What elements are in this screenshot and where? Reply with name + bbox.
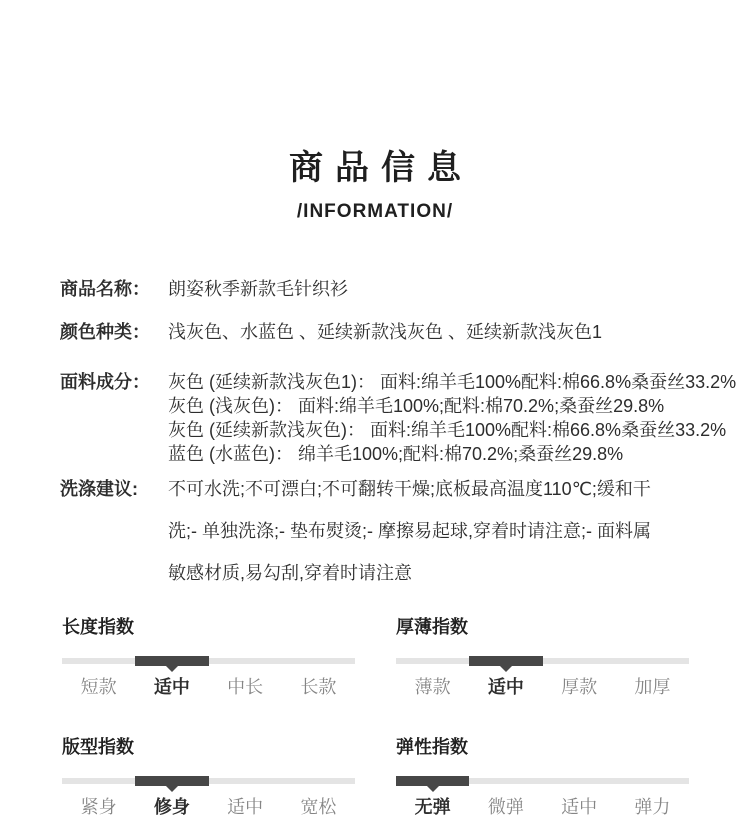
index-option: 薄款 <box>414 677 451 697</box>
info-value-line: 不可水洗;不可漂白;不可翻转干燥;底板最高温度110℃;缓和干 <box>168 479 651 499</box>
index-option-selected: 修身 <box>153 797 190 817</box>
index-title: 版型指数 <box>62 737 134 757</box>
slider-track <box>396 658 689 664</box>
index-options <box>396 677 689 697</box>
index-widget-elasticity <box>396 735 689 817</box>
info-value-line: 敏感材质,易勾刮,穿着时请注意 <box>168 563 413 583</box>
index-option-selected: 无弹 <box>414 797 451 817</box>
info-value-line: 浅灰色、水蓝色 、延续新款浅灰色 、延续新款浅灰色1 <box>168 322 603 342</box>
info-label: 洗涤建议: <box>60 479 138 499</box>
info-value-line: 洗;- 单独洗涤;- 垫布熨烫;- 摩擦易起球,穿着时请注意;- 面料属 <box>168 521 651 541</box>
index-grid <box>0 615 750 817</box>
index-option: 适中 <box>227 797 264 817</box>
slider-track <box>62 778 355 784</box>
info-row-product-name <box>60 276 736 302</box>
index-option: 适中 <box>561 797 598 817</box>
index-widget-thickness <box>396 615 689 697</box>
index-title: 弹性指数 <box>396 737 468 757</box>
info-row-color-variants <box>60 319 736 345</box>
index-option: 宽松 <box>300 797 337 817</box>
slider-pointer-icon <box>165 665 179 672</box>
index-option: 弹力 <box>634 797 671 817</box>
index-option: 厚款 <box>561 677 598 697</box>
index-slider <box>62 773 355 789</box>
slider-pointer-icon <box>165 785 179 792</box>
info-value <box>168 276 736 302</box>
info-value <box>168 370 736 466</box>
index-option: 微弹 <box>487 797 524 817</box>
info-label: 商品名称： <box>60 279 150 299</box>
index-slider <box>396 653 689 669</box>
info-value-line: 灰色 (延续新款浅灰色)： 面料:绵羊毛100%配料:棉66.8%桑蚕丝33.2% <box>168 420 727 440</box>
index-slider <box>62 653 355 669</box>
index-options <box>62 797 355 817</box>
info-label: 面料成分： <box>60 372 150 392</box>
slider-pointer-icon <box>499 665 513 672</box>
index-option-selected: 适中 <box>487 677 524 697</box>
index-title: 长度指数 <box>62 617 134 637</box>
page-title: 商品信息 <box>289 149 473 187</box>
info-value-line: 灰色 (浅灰色)： 面料:绵羊毛100%;配料:棉70.2%;桑蚕丝29.8% <box>168 396 665 416</box>
index-widget-fit <box>62 735 355 817</box>
info-value <box>168 468 736 594</box>
page-subtitle: /INFORMATION/ <box>296 201 454 222</box>
index-widget-length <box>62 615 355 697</box>
page-header <box>0 0 750 223</box>
info-value-line: 朗姿秋季新款毛针织衫 <box>168 279 348 299</box>
info-row-washing-advice <box>60 468 736 594</box>
index-option: 短款 <box>80 677 117 697</box>
info-value-line: 灰色 (延续新款浅灰色1)： 面料:绵羊毛100%配料:棉66.8%桑蚕丝33.2% <box>168 372 737 392</box>
index-options <box>396 797 689 817</box>
index-option: 紧身 <box>80 797 117 817</box>
index-option: 长款 <box>300 677 337 697</box>
index-option: 中长 <box>227 677 264 697</box>
index-options <box>62 677 355 697</box>
product-info-section <box>0 276 750 594</box>
info-value <box>168 319 736 345</box>
index-title: 厚薄指数 <box>396 617 468 637</box>
index-option-selected: 适中 <box>153 677 190 697</box>
slider-pointer-icon <box>426 785 440 792</box>
info-label: 颜色种类： <box>60 322 150 342</box>
info-row-fabric-composition <box>60 370 736 466</box>
slider-track <box>62 658 355 664</box>
index-slider <box>396 773 689 789</box>
info-value-line: 蓝色 (水蓝色)： 绵羊毛100%;配料:棉70.2%;桑蚕丝29.8% <box>168 444 624 464</box>
index-option: 加厚 <box>634 677 671 697</box>
